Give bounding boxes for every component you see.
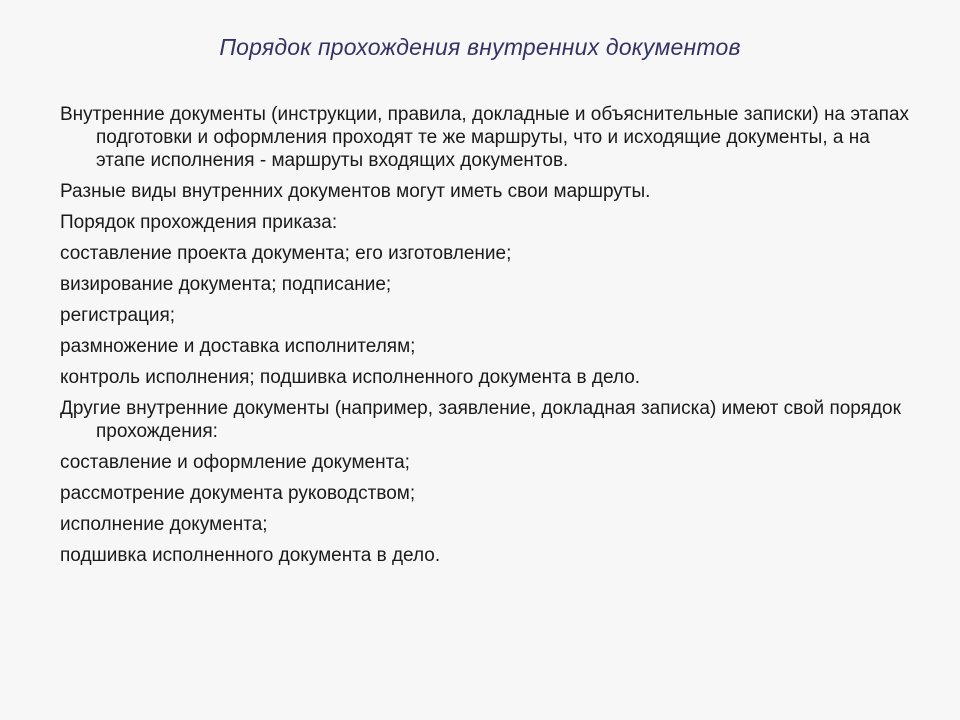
paragraph-other-documents: Другие внутренние документы (например, заявление, докладная записка) имеют свой порядок прохождения: [60, 398, 901, 442]
paragraph-order-heading: Порядок прохождения приказа: [60, 212, 338, 233]
slide-title: Порядок прохождения внутренних документов [219, 34, 741, 60]
list-item: размножение и доставка исполнителям; [60, 336, 416, 357]
list-item: подшивка исполненного документа в дело. [60, 545, 441, 566]
paragraph-internal-documents: Внутренние документы (инструкции, правила, докладные и объяснительные записки) на этапах подготовки и оформления проходят те же маршруты, что и исходящие документы, а на этапе исполнения - маршруты входящих документов. [60, 104, 910, 171]
paragraph-routes: Разные виды внутренних документов могут иметь свои маршруты. [60, 181, 651, 202]
list-item: контроль исполнения; подшивка исполненного документа в дело. [60, 367, 641, 388]
list-item: составление проекта документа; его изготовление; [60, 243, 512, 264]
slide-body [60, 103, 920, 575]
list-item: составление и оформление документа; [60, 452, 410, 473]
list-item: визирование документа; подписание; [60, 274, 392, 295]
list-item: исполнение документа; [60, 514, 268, 535]
list-item: рассмотрение документа руководством; [60, 483, 416, 504]
list-item: регистрация; [60, 305, 176, 326]
